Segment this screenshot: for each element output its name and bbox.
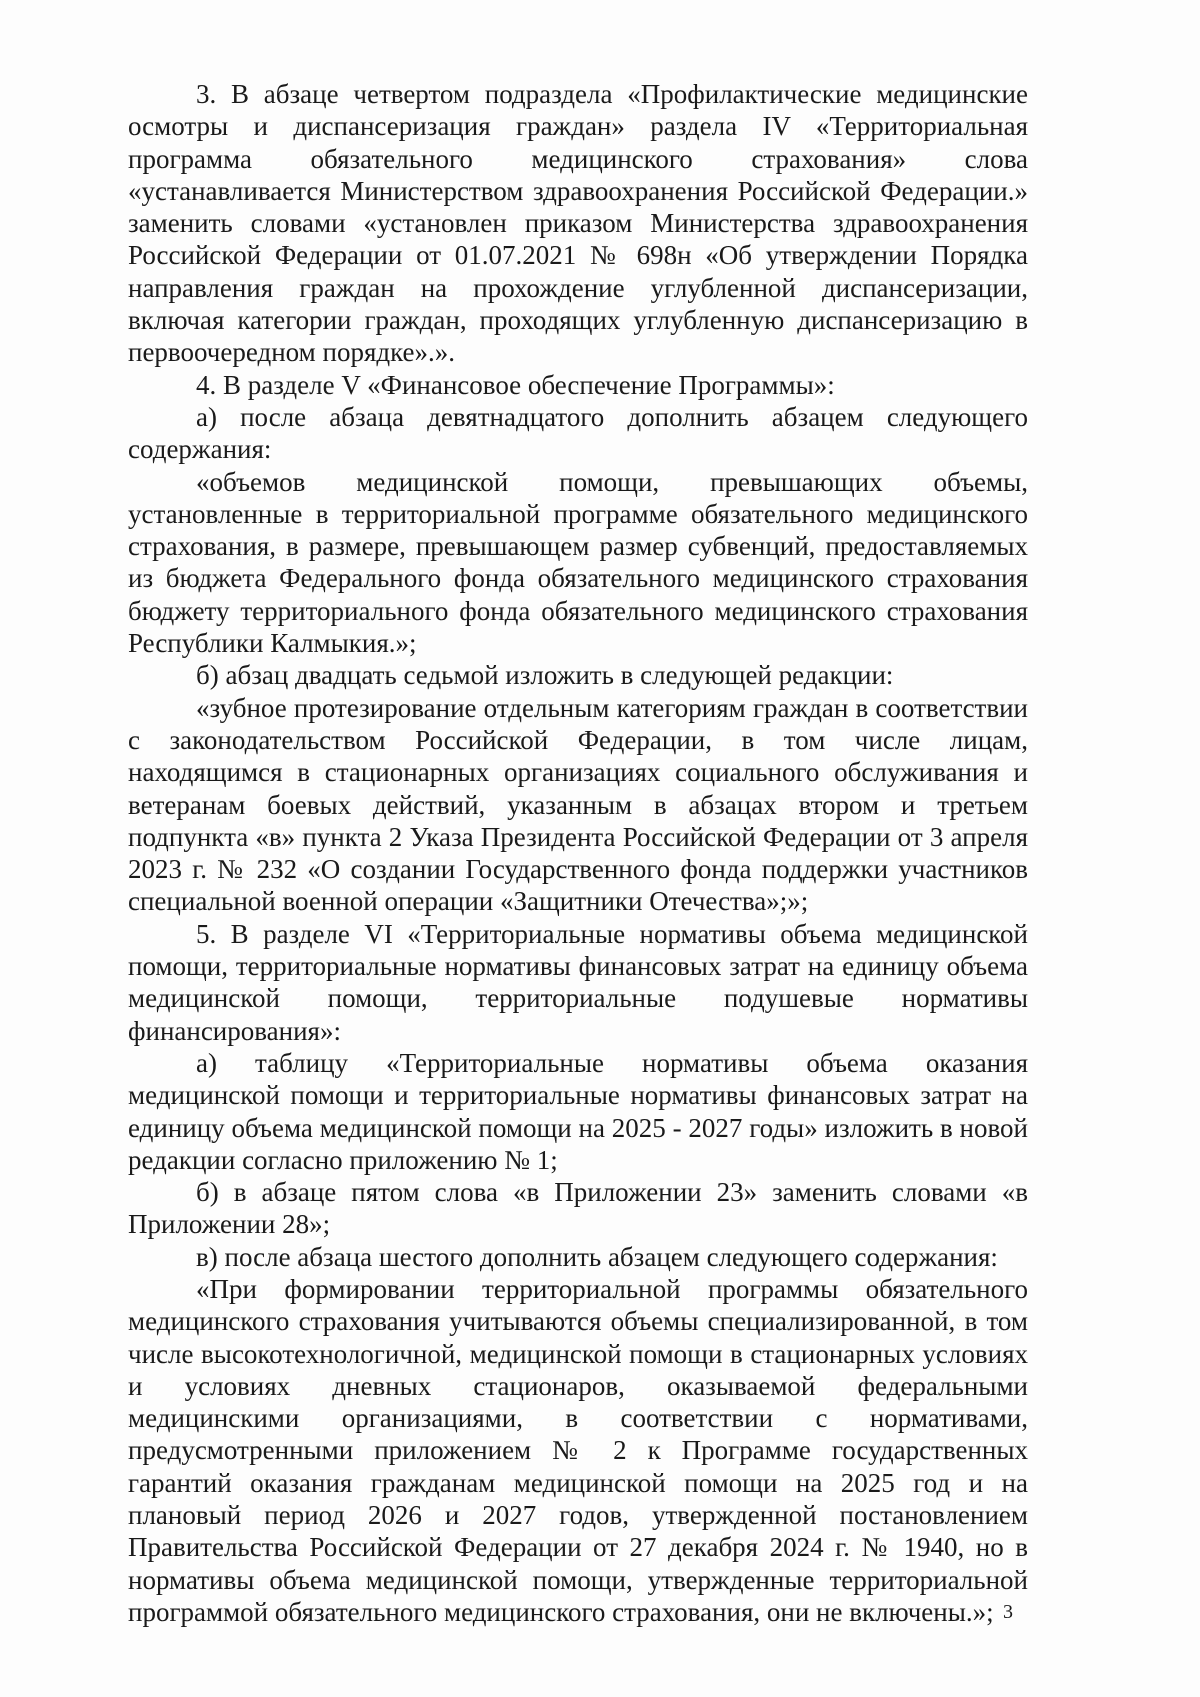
paragraph-4b: б) абзац двадцать седьмой изложить в следующей редакции: [196, 660, 894, 691]
paragraph-item-3: 3. В абзаце четвертом подраздела «Профилактические медицинские осмотры и диспансеризация граждан» раздела IV «Территориальная программа обязательного медицинского страхования» слова «устанавливается Министерством здравоохранения Российской Федерации.» заменить словами «установлен приказом Министерства здравоохранения Российской Федерации от 01.07.2021 № 698н «Об утверждении Порядка направления граждан на прохождение углубленной диспансеризации, включая категории граждан, проходящих углубленную диспансеризацию в первоочередном порядке».». [128, 79, 1028, 368]
paragraph-4b-quote: «зубное протезирование отдельным категориям граждан в соответствии с законодательством Российской Федерации, в том числе лицам, находящимся в стационарных организациях социального обслуживания и ветеранам боевых действий, указанным в абзацах втором и третьем подпункта «в» пункта 2 Указа Президента Российской Федерации от 3 апреля 2023 г. № 232 «О создании Государственного фонда поддержки участников специальной военной операции «Защитники Отечества»;»; [128, 692, 1028, 917]
paragraph-section-4: 4. В разделе V «Финансовое обеспечение Программы»: [196, 369, 835, 400]
paragraph-4a: а) после абзаца девятнадцатого дополнить абзацем следующего содержания: [128, 401, 1028, 465]
paragraph-5a: а) таблицу «Территориальные нормативы объема оказания медицинской помощи и территориальные нормативы финансовых затрат на единицу объема медицинской помощи на 2025 - 2027 годы» изложить в новой редакции согласно приложению № 1; [128, 1047, 1028, 1175]
paragraph-5v: в) после абзаца шестого дополнить абзацем следующего содержания: [196, 1241, 998, 1272]
paragraph-section-5: 5. В разделе VI «Территориальные нормативы объема медицинской помощи, территориальные нормативы финансовых затрат на единицу объема медицинской помощи, территориальные подушевые нормативы финансирования»: [128, 918, 1028, 1046]
paragraph-5v-quote: «При формировании территориальной программы обязательного медицинского страхования учитываются объемы специализированной, в том числе высокотехнологичной, медицинской помощи в стационарных условиях и условиях дневных стационаров, оказываемой федеральными медицинскими организациями, в соответствии с нормативами, предусмотренными приложением № 2 к Программе государственных гарантий оказания гражданам медицинской помощи на 2025 год и на плановый период 2026 и 2027 годов, утвержденной постановлением Правительства Российской Федерации от 27 декабря 2024 г. № 1940, но в нормативы объема медицинской помощи, утвержденные территориальной программой обязательного медицинского страхования, они не включены.»; [128, 1273, 1028, 1627]
page-number: 3 [1003, 1601, 1013, 1623]
paragraph-4a-quote: «объемов медицинской помощи, превышающих объемы, установленные в территориальной программе обязательного медицинского страхования, в размере, превышающем размер субвенций, предоставляемых из бюджета Федерального фонда обязательного медицинского страхования бюджету территориального фонда обязательного медицинского страхования Республики Калмыкия.»; [128, 466, 1028, 659]
document-body [128, 78, 1028, 1628]
paragraph-5b: б) в абзаце пятом слова «в Приложении 23» заменить словами «в Приложении 28»; [128, 1177, 1028, 1240]
